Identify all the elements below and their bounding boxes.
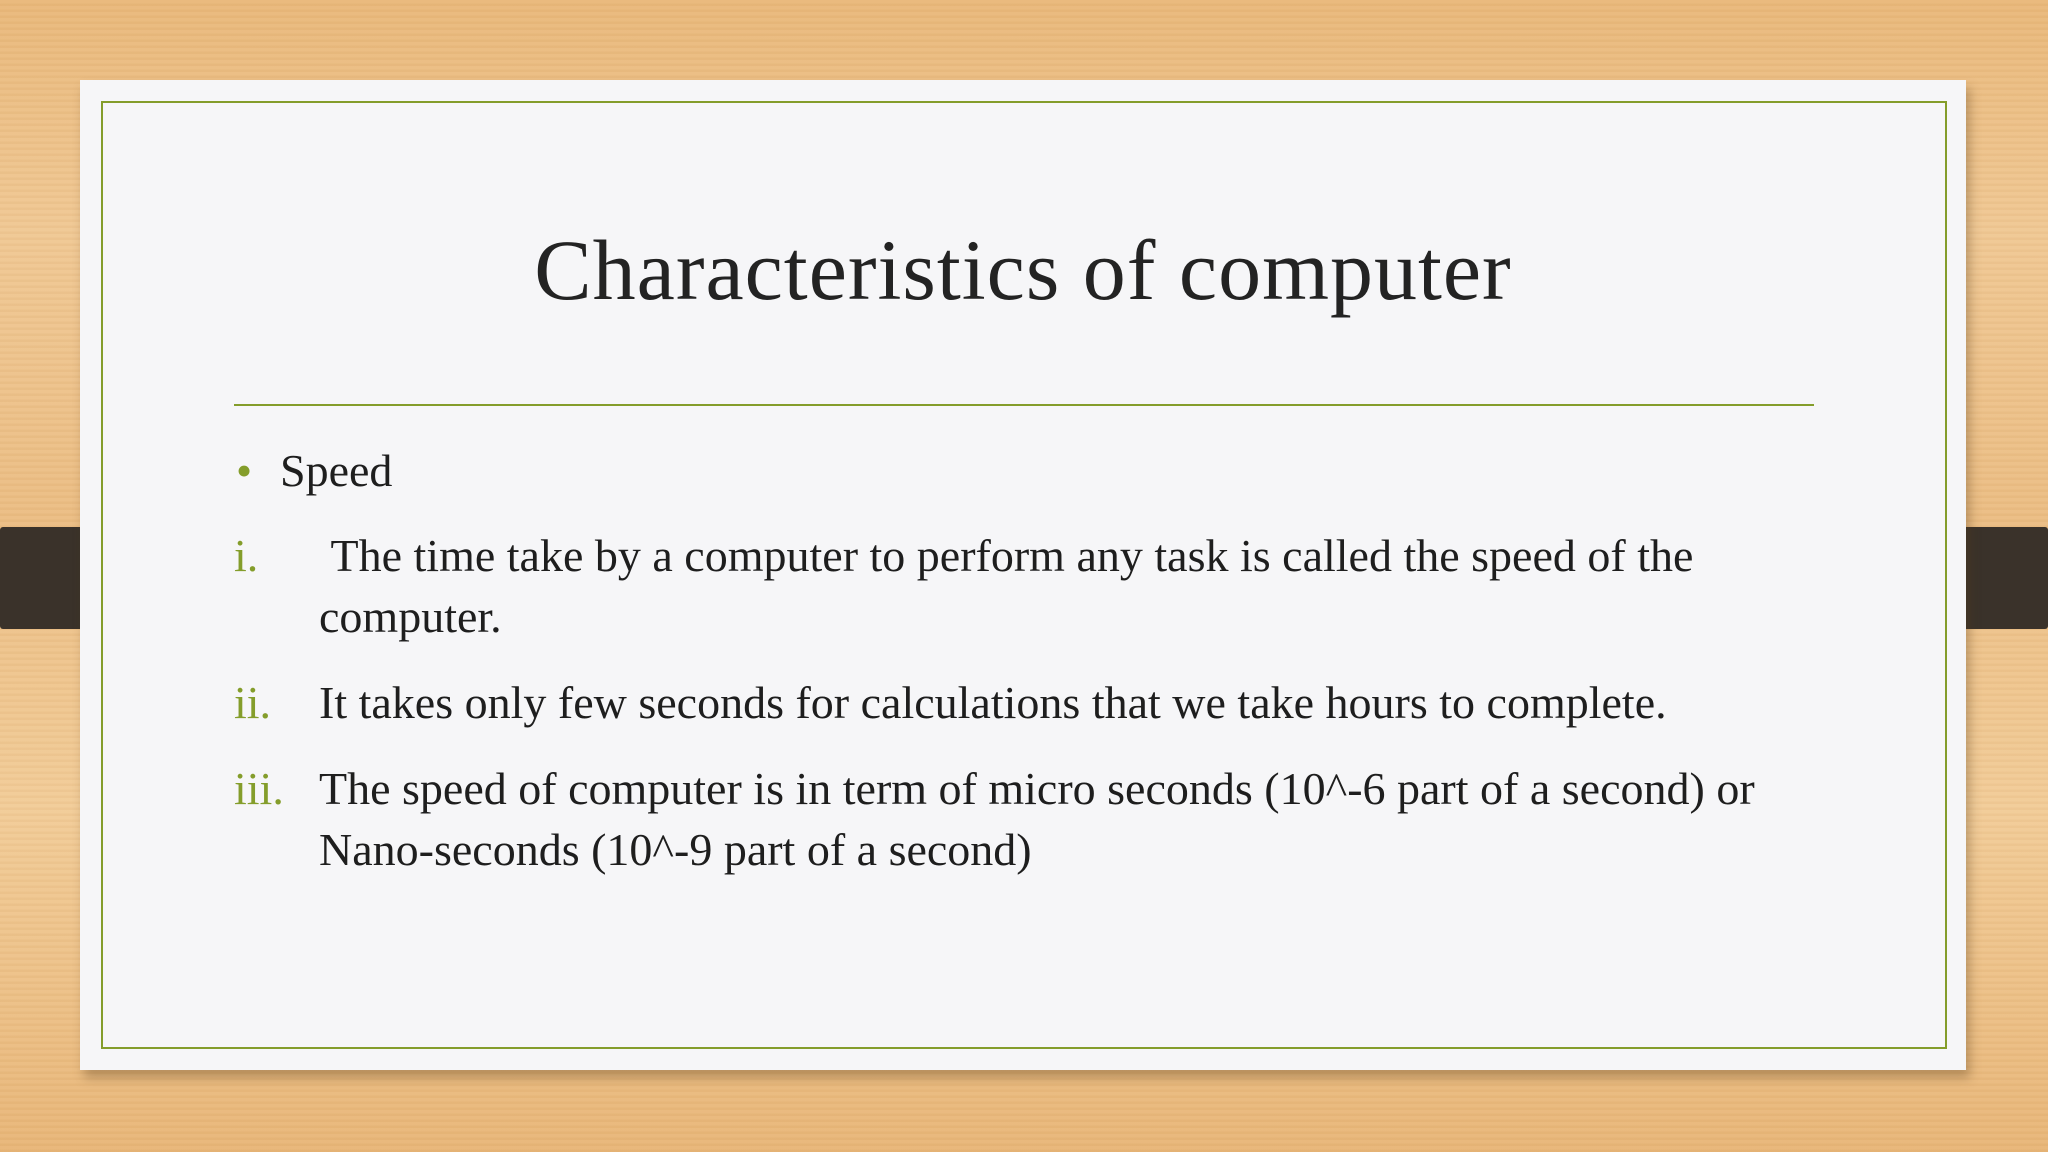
list-marker: ii. bbox=[234, 677, 272, 728]
slide-body bbox=[234, 440, 1874, 905]
slide bbox=[80, 80, 1966, 1070]
list-marker: iii. bbox=[234, 763, 284, 814]
list-item-text: The time take by a computer to perform any task is called the speed of the computer. bbox=[319, 530, 1694, 642]
list-item-text: It takes only few seconds for calculations that we take hours to complete. bbox=[319, 677, 1667, 728]
list-item bbox=[234, 672, 1874, 733]
bullet-text: Speed bbox=[280, 445, 393, 496]
slide-title: Characteristics of computer bbox=[534, 222, 1512, 318]
bullet-dot-icon: • bbox=[236, 445, 253, 496]
list-item bbox=[234, 525, 1874, 647]
list-item-text: The speed of computer is in term of micro seconds (10^-6 part of a second) or Nano-seconds (10^-9 part of a second) bbox=[319, 763, 1755, 875]
list-marker: i. bbox=[234, 530, 259, 581]
title-divider bbox=[234, 404, 1814, 406]
list-item bbox=[234, 758, 1874, 880]
bullet-item bbox=[234, 440, 1874, 501]
